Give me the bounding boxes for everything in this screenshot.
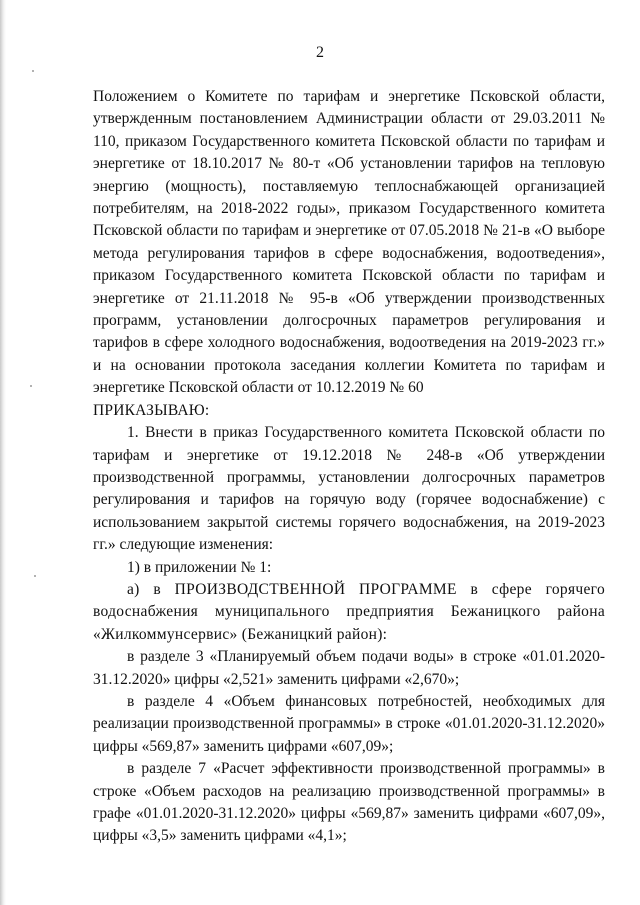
scan-speck bbox=[30, 385, 32, 387]
paragraph-subitem-1: 1) в приложении № 1: bbox=[127, 558, 272, 576]
paragraph-section-4: в разделе 4 «Объем финансовых потребностей, необходимых для реализации производственной программы» в строке «01.01.2020-31.12.2020» цифры «569,87» заменить цифрами «607,09»; bbox=[93, 692, 605, 755]
scan-speck bbox=[34, 575, 36, 577]
paragraph-order-word: ПРИКАЗЫВАЮ: bbox=[93, 401, 210, 419]
paragraph-legal-basis: Положением о Комитете по тарифам и энергетике Псковской области, утвержденным постановлением Администрации области от 29.03.2011 № 110, приказом Государственного комитета Псковской области по тарифам и энергетике от 18.10.2017 № 80-т «Об установлении тарифов на тепловую энергию (мощность), поставляемую теплоснабжающей организацией потребителям, на 2018-2022 годы», приказом Государственного комитета Псковской области по тарифам и энергетике от 07.05.2018 № 21-в «О выборе метода регулирования тарифов в сфере водоснабжения, водоотведения», приказом Государственного комитета Псковской области по тарифам и энергетике от 21.11.2018 № 95-в «Об утверждении производственных программ, установлении долгосрочных параметров регулирования и тарифов в сфере холодного водоснабжения, водоотведения на 2019-2023 гг.» и на основании протокола заседания коллегии Комитета по тарифам и энергетике Псковской области от 10.12.2019 № 60 bbox=[93, 88, 605, 397]
page-number: 2 bbox=[316, 44, 324, 61]
paragraph-subitem-a: а) в ПРОИЗВОДСТВЕННОЙ ПРОГРАММЕ в сфере горячего водоснабжения муниципального предприятия Бежаницкого района «Жилкоммунсервис» (Бежаницкий район): bbox=[93, 580, 605, 643]
document-body bbox=[93, 86, 605, 848]
scan-speck bbox=[32, 70, 34, 72]
scan-edge-shadow bbox=[0, 0, 6, 905]
paragraph-section-3: в разделе 3 «Планируемый объем подачи воды» в строке «01.01.2020-31.12.2020» цифры «2,521» заменить цифрами «2,670»; bbox=[93, 648, 605, 688]
paragraph-section-7: в разделе 7 «Расчет эффективности производственной программы» в строке «Объем расходов на реализацию производственной программы» в графе «01.01.2020-31.12.2020» цифры «569,87» заменить цифрами «607,09», цифры «3,5» заменить цифрами «4,1»; bbox=[93, 760, 605, 845]
paragraph-item-1: 1. Внести в приказ Государственного комитета Псковской области по тарифам и энергетике от 19.12.2018 № 248-в «Об утверждении производственной программы, установлении долгосрочных параметров регулирования и тарифов на горячую воду (горячее водоснабжение) с использованием закрытой системы горячего водоснабжения, на 2019-2023 гг.» следующие изменения: bbox=[93, 424, 605, 554]
